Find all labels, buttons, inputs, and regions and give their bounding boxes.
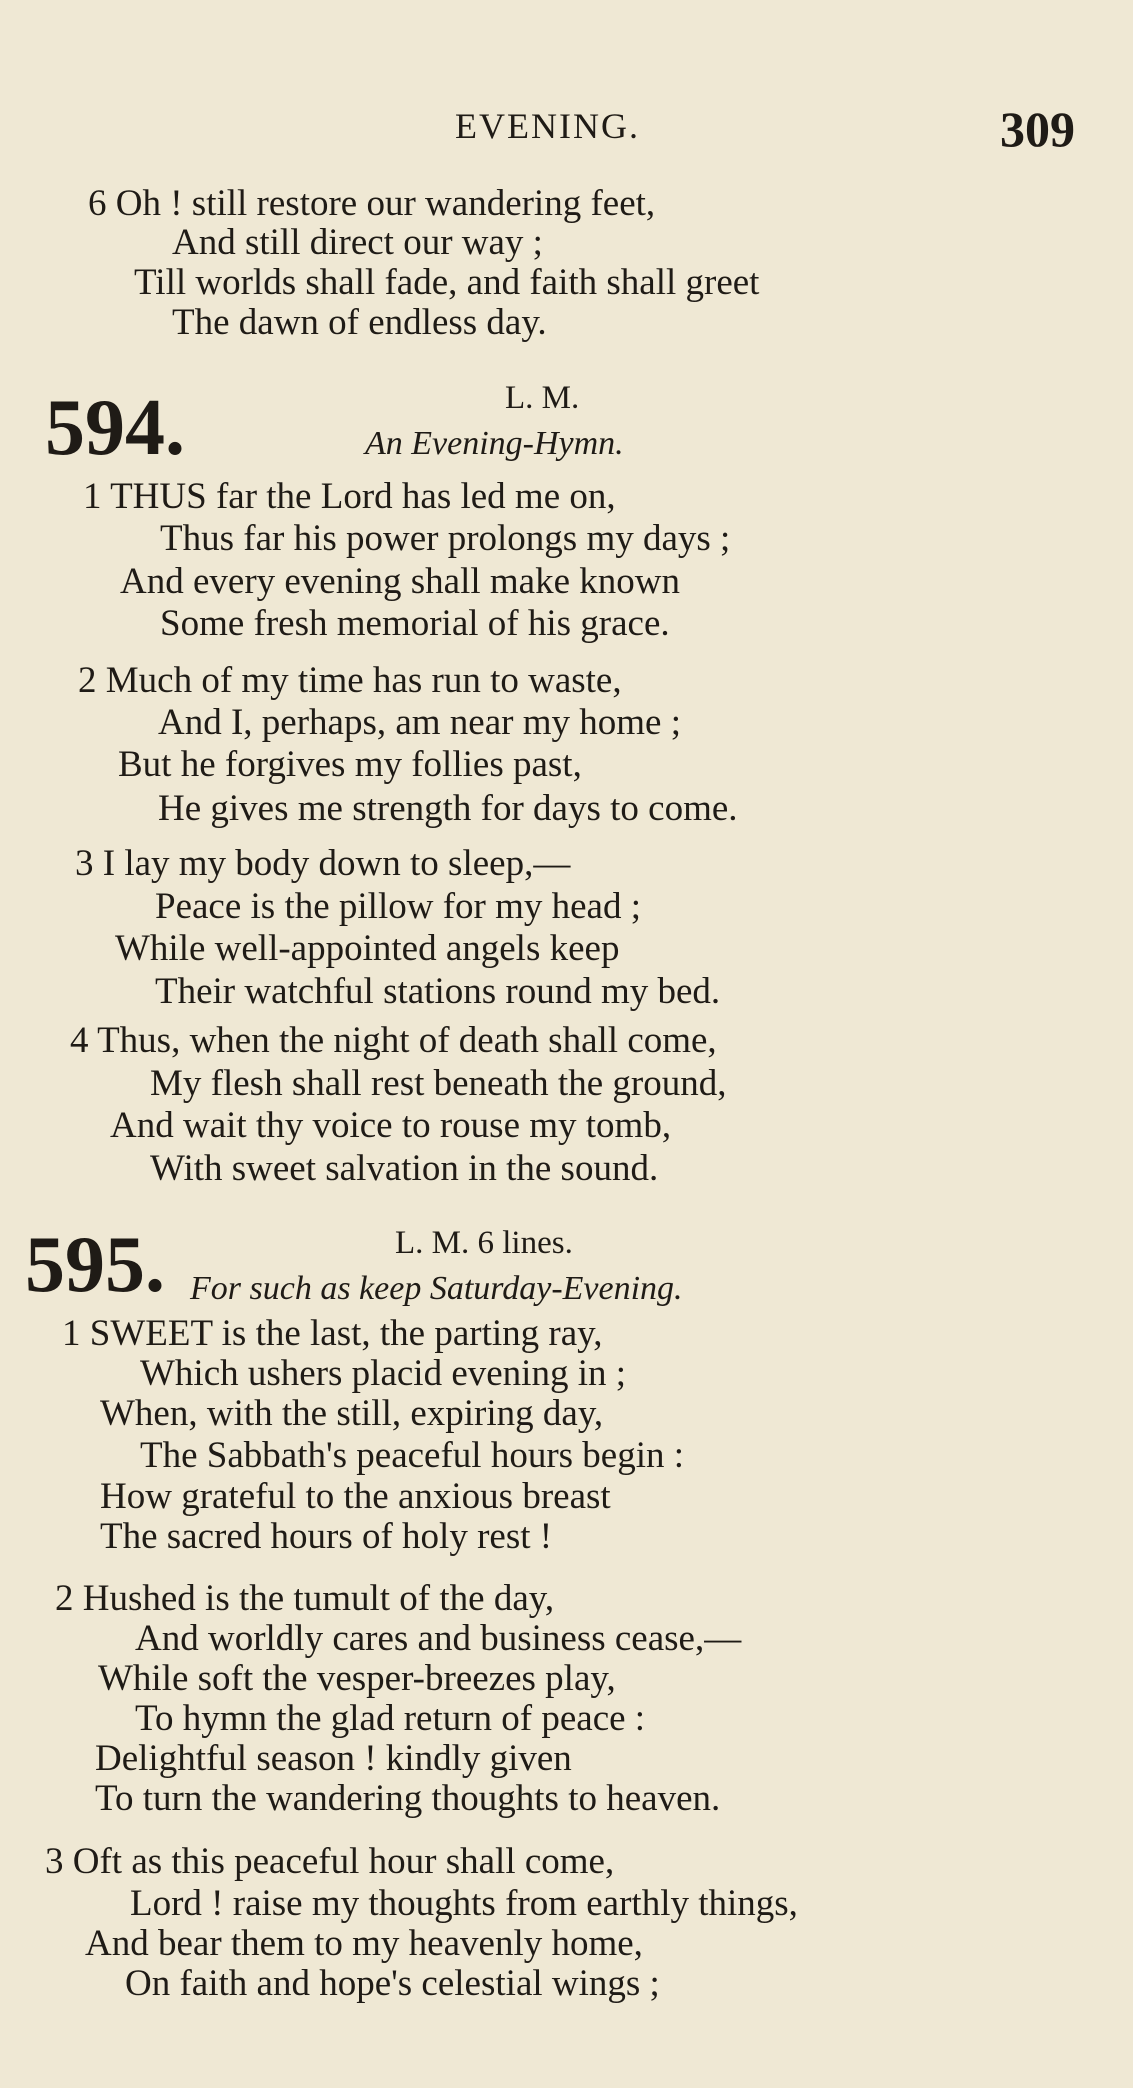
verse-line: The Sabbath's peaceful hours begin :: [140, 1435, 685, 1476]
verse-line: Peace is the pillow for my head ;: [155, 886, 642, 927]
verse-line: The dawn of endless day.: [172, 302, 547, 343]
verse-line: And every evening shall make known: [120, 561, 680, 602]
verse-line: 2 Hushed is the tumult of the day,: [55, 1578, 555, 1619]
hymn-title: For such as keep Saturday-Evening.: [190, 1270, 683, 1307]
hymn-meter: L. M. 6 lines.: [395, 1225, 573, 1261]
verse-line: 6 Oh ! still restore our wandering feet,: [88, 183, 656, 224]
verse-line: And I, perhaps, am near my home ;: [158, 702, 681, 743]
hymn-number: 595.: [25, 1221, 165, 1309]
verse-line: And still direct our way ;: [172, 222, 543, 263]
verse-line: Their watchful stations round my bed.: [155, 971, 721, 1012]
verse-line: 1 THUS far the Lord has led me on,: [83, 476, 616, 517]
verse-line: Lord ! raise my thoughts from earthly things,: [130, 1883, 798, 1924]
running-header: EVENING.: [455, 106, 640, 146]
verse-line: The sacred hours of holy rest !: [100, 1516, 553, 1557]
verse-line: 3 Oft as this peaceful hour shall come,: [45, 1841, 615, 1882]
verse-line: My flesh shall rest beneath the ground,: [150, 1063, 727, 1104]
verse-line: And bear them to my heavenly home,: [85, 1923, 643, 1964]
verse-line: 4 Thus, when the night of death shall come,: [70, 1020, 717, 1061]
verse-line: He gives me strength for days to come.: [158, 788, 738, 829]
verse-line: Thus far his power prolongs my days ;: [160, 518, 731, 559]
verse-line: To hymn the glad return of peace :: [135, 1698, 646, 1739]
verse-line: But he forgives my follies past,: [118, 744, 582, 785]
verse-line: How grateful to the anxious breast: [100, 1476, 611, 1517]
hymn-number: 594.: [45, 384, 185, 472]
verse-line: Some fresh memorial of his grace.: [160, 603, 670, 644]
verse-line: Delightful season ! kindly given: [95, 1738, 572, 1779]
verse-line: On faith and hope's celestial wings ;: [125, 1963, 660, 2004]
verse-line: 1 SWEET is the last, the parting ray,: [62, 1313, 603, 1354]
hymn-title: An Evening-Hymn.: [365, 425, 624, 462]
verse-line: 3 I lay my body down to sleep,—: [75, 843, 571, 884]
verse-line: Which ushers placid evening in ;: [140, 1353, 627, 1394]
verse-line: To turn the wandering thoughts to heaven.: [95, 1778, 721, 1819]
verse-line: And wait thy voice to rouse my tomb,: [110, 1105, 672, 1146]
verse-line: With sweet salvation in the sound.: [150, 1148, 659, 1189]
verse-line: Till worlds shall fade, and faith shall greet: [134, 262, 760, 303]
verse-line: While well-appointed angels keep: [115, 928, 620, 969]
verse-line: 2 Much of my time has run to waste,: [78, 660, 622, 701]
verse-line: When, with the still, expiring day,: [100, 1393, 604, 1434]
page-number: 309: [1000, 101, 1075, 157]
verse-line: While soft the vesper-breezes play,: [98, 1658, 616, 1699]
hymn-meter: L. M.: [505, 380, 580, 416]
verse-line: And worldly cares and business cease,—: [135, 1618, 742, 1659]
